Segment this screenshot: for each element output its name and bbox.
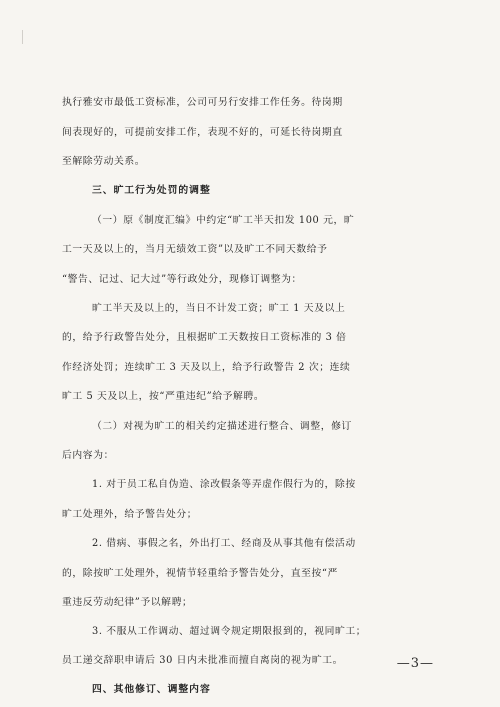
body-line-16: 2. 借病、事假之名，外出打工、经商及从事其他有偿活动: [92, 538, 356, 549]
body-line-15: 旷工处理外，给予警告处分；: [62, 509, 198, 520]
body-line-9: 的，给予行政警告处分，且根据旷工天数按日工资标准的 3 倍: [62, 332, 347, 343]
body-line-2: 间表现好的，可提前安排工作，表现不好的，可延长待岗期直: [62, 127, 343, 138]
body-line-13: 后内容为：: [62, 450, 114, 461]
body-line-7: “警告、记过、记大过”等行政处分，现修订调整为：: [62, 274, 302, 285]
body-line-18: 重违反劳动纪律”予以解聘；: [62, 597, 193, 608]
body-line-1: 执行雅安市最低工资标准，公司可另行安排工作任务。待岗期: [62, 97, 343, 108]
page-number: —3—: [396, 656, 434, 671]
section-heading-4: 四、其他修订、调整内容: [92, 684, 211, 695]
scan-mark: [22, 30, 31, 44]
body-line-3: 至解除劳动关系。: [62, 156, 146, 167]
body-line-20: 员工递交辞职申请后 30 日内未批准而擅自离岗的视为旷工。: [62, 655, 344, 666]
body-line-10: 作经济处罚；连续旷工 3 天及以上，给予行政警告 2 次；连续: [62, 362, 351, 373]
body-line-19: 3. 不服从工作调动、超过调令规定期限报到的，视同旷工；: [92, 626, 367, 637]
body-line-17: 的，除按旷工处理外，视情节轻重给予警告处分，直至按“严: [62, 568, 338, 579]
section-heading-3: 三、旷工行为处罚的调整: [92, 185, 211, 196]
body-line-6: 工一天及以上的，当月无绩效工资”以及旷工不同天数给予: [62, 244, 328, 255]
body-line-14: 1. 对于员工私自伪造、涂改假条等弄虚作假行为的，除按: [92, 479, 356, 490]
body-line-12: （二）对视为旷工的相关约定描述进行整合、调整，修订: [92, 421, 352, 432]
body-line-11: 旷工 5 天及以上，按“严重违纪”给予解聘。: [62, 391, 265, 402]
body-line-8: 旷工半天及以上的，当日不计发工资；旷工 1 天及以上: [92, 303, 346, 314]
body-line-5: （一）原《制度汇编》中约定“旷工半天扣发 100 元，旷: [92, 215, 355, 226]
